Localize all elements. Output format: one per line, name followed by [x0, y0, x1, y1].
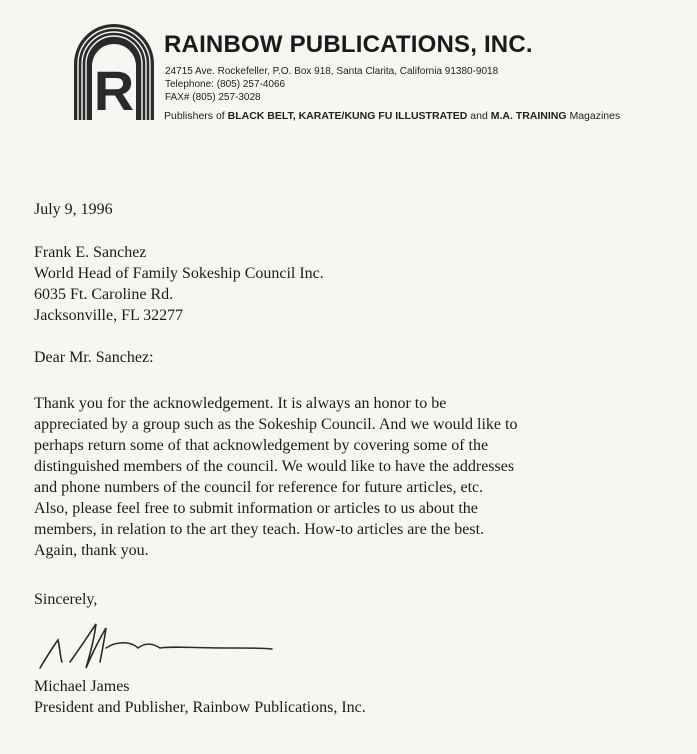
- signer-name: Michael James: [34, 678, 130, 695]
- closing: Sincerely,: [34, 591, 98, 608]
- recipient-address: [34, 242, 324, 326]
- signer-title: President and Publisher, Rainbow Publications, Inc.: [34, 699, 366, 716]
- body-line: distinguished members of the council. We would like to have the addresses: [34, 458, 515, 475]
- recipient-city: Jacksonville, FL 32277: [34, 307, 184, 324]
- company-fax: FAX# (805) 257-3028: [165, 92, 261, 103]
- letter-date: July 9, 1996: [34, 201, 113, 218]
- publications-suffix: Magazines: [566, 110, 621, 122]
- salutation: Dear Mr. Sanchez:: [34, 349, 154, 366]
- recipient-organization: World Head of Family Sokeship Council Inc.: [34, 265, 324, 282]
- body-line: Thank you for the acknowledgement. It is always an honor to be: [34, 395, 447, 412]
- handwritten-signature: [36, 618, 276, 674]
- body-line: Also, please feel free to submit information or articles to us about the: [34, 500, 478, 517]
- company-address: 24715 Ave. Rockefeller, P.O. Box 918, Santa Clarita, California 91380-9018: [165, 66, 499, 77]
- body-line: Again, thank you.: [34, 542, 149, 559]
- magazines-secondary: M.A. TRAINING: [490, 110, 567, 122]
- body-line: appreciated by a group such as the Sokeship Council. And we would like to: [34, 416, 518, 433]
- letter-body: [34, 393, 517, 561]
- publications-and: and: [467, 110, 491, 122]
- signature-block: [34, 676, 366, 718]
- recipient-name: Frank E. Sanchez: [34, 244, 147, 261]
- recipient-street: 6035 Ft. Caroline Rd.: [34, 286, 174, 303]
- company-name: RAINBOW PUBLICATIONS, INC.: [164, 31, 533, 58]
- publications-prefix: Publishers of: [164, 110, 228, 122]
- body-line: and phone numbers of the council for reference for future articles, etc.: [34, 479, 484, 496]
- company-telephone: Telephone: (805) 257-4066: [165, 79, 286, 90]
- logo-letter: R: [93, 59, 135, 120]
- body-line: members, in relation to the art they teach. How-to articles are the best.: [34, 521, 485, 538]
- publications-line: [164, 110, 620, 122]
- rainbow-r-logo-icon: [70, 20, 158, 120]
- body-line: perhaps return some of that acknowledgement by covering some of the: [34, 437, 489, 454]
- magazines-primary: BLACK BELT, KARATE/KUNG FU ILLUSTRATED: [227, 110, 468, 122]
